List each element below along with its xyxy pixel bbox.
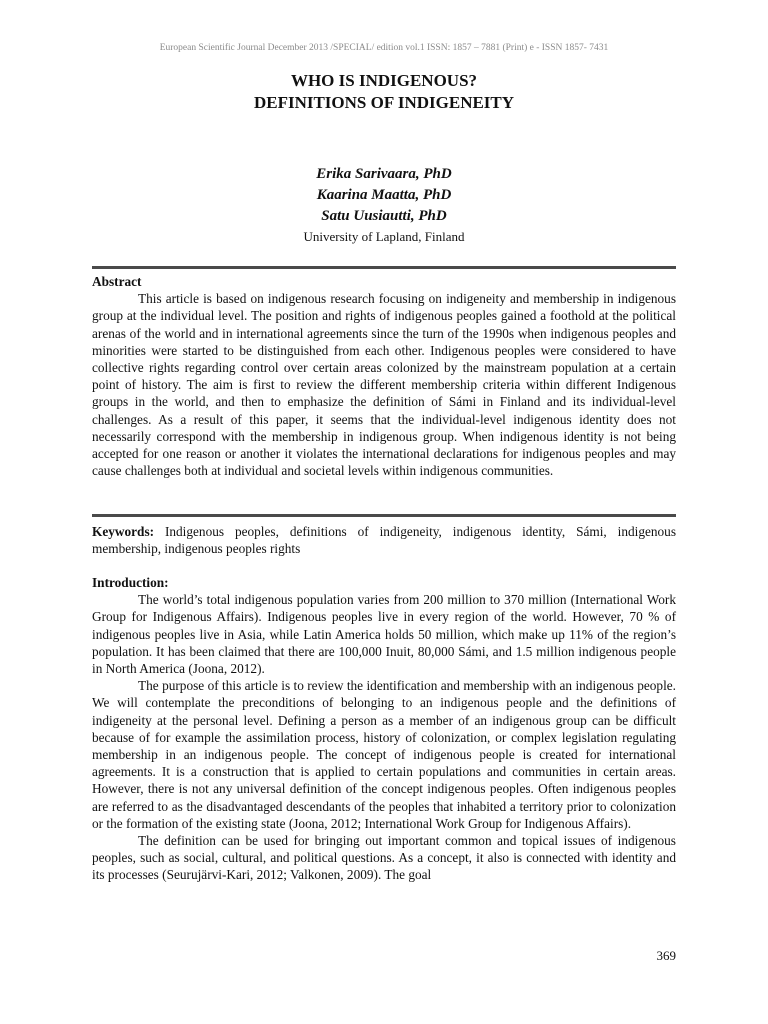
keywords-text: Indigenous peoples, definitions of indigeneity, indigenous identity, Sámi, indigenous membership, indigenous peoples rights	[92, 524, 676, 557]
author-affiliation: University of Lapland, Finland	[303, 229, 465, 244]
author-name: Satu Uusiautti, PhD	[321, 208, 447, 224]
keywords-label: Keywords:	[92, 524, 155, 539]
author-name: Erika Sarivaara, PhD	[316, 166, 452, 182]
abstract-section	[92, 273, 676, 479]
author-name: Kaarina Maatta, PhD	[316, 187, 452, 203]
abstract-text: This article is based on indigenous research focusing on indigeneity and membership in indigenous group at the individual level. The position and rights of indigenous peoples gained a foothold at the political arenas of the world and in international agreements since the turn of the 1990s when indigenous peoples and minorities were started to be distinguished from each other. Indigenous peoples were considered to have collective rights regarding control over certain areas colonized by the mainstream population at a certain point of history. The aim is first to review the different membership criteria within different Indigenous groups in the world, and then to emphasize the definition of Sámi in Finland and its individual-level challenges. As a result of this paper, it seems that the individual-level indigenous identity does not necessarily correspond with the membership in indigenous group. When indigenous identity is not being accepted for one reason or another it violates the international declarations for indigenous peoples and may cause challenges both at individual and societal levels within indigenous communities.	[92, 291, 676, 479]
running-header: European Scientific Journal December 2013 /SPECIAL/ edition vol.1 ISSN: 1857 – 7881 (Print) e - ISSN 1857- 7431	[159, 43, 609, 53]
author-block	[0, 164, 768, 245]
keywords-section	[92, 523, 676, 557]
introduction-paragraph: The definition can be used for bringing out important common and topical issues of indigenous peoples, such as social, cultural, and political questions. As a concept, it also is connected with identity and its processes (Seurujärvi-Kari, 2012; Valkonen, 2009). The goal	[92, 833, 676, 883]
section-divider-keywords	[92, 514, 676, 517]
introduction-paragraph: The world’s total indigenous population varies from 200 million to 370 million (International Work Group for Indigenous Affairs). Indigenous peoples live in every region of the world. However, 70 % of indigenous peoples live in Asia, while Latin America holds 50 million, which make up 11% of the region’s population. It has been claimed that there are 100,000 Inuit, 80,000 Sámi, and 1.5 million indigenous people in North America (Joona, 2012).	[92, 592, 676, 677]
paper-title-line-2: DEFINITIONS OF INDIGENEITY	[253, 93, 515, 112]
page-number: 369	[656, 948, 676, 963]
paper-title	[0, 70, 768, 114]
introduction-heading: Introduction:	[92, 575, 169, 590]
section-divider-top	[92, 266, 676, 269]
keywords-paragraph	[92, 523, 676, 557]
abstract-heading: Abstract	[92, 274, 142, 289]
paper-title-line-1: WHO IS INDIGENOUS?	[290, 71, 478, 90]
introduction-paragraph: The purpose of this article is to review the identification and membership with an indigenous people. We will contemplate the preconditions of belonging to an indigenous people and the definitions of indigeneity at the personal level. Defining a person as a member of an indigenous group can be difficult because of for example the assimilation process, history of colonization, or complex legislation regulating membership in an indigenous people. The concept of indigenous people is created for international agreements. It is a construction that is applied to certain populations and communities in certain areas. However, there is not any universal definition of the concept indigenous peoples. Often indigenous peoples are referred to as the disadvantaged descendants of the peoples that inhabited a territory prior to colonization or the formation of the existing state (Joona, 2012; International Work Group for Indigenous Affairs).	[92, 678, 676, 831]
introduction-section	[92, 574, 676, 884]
